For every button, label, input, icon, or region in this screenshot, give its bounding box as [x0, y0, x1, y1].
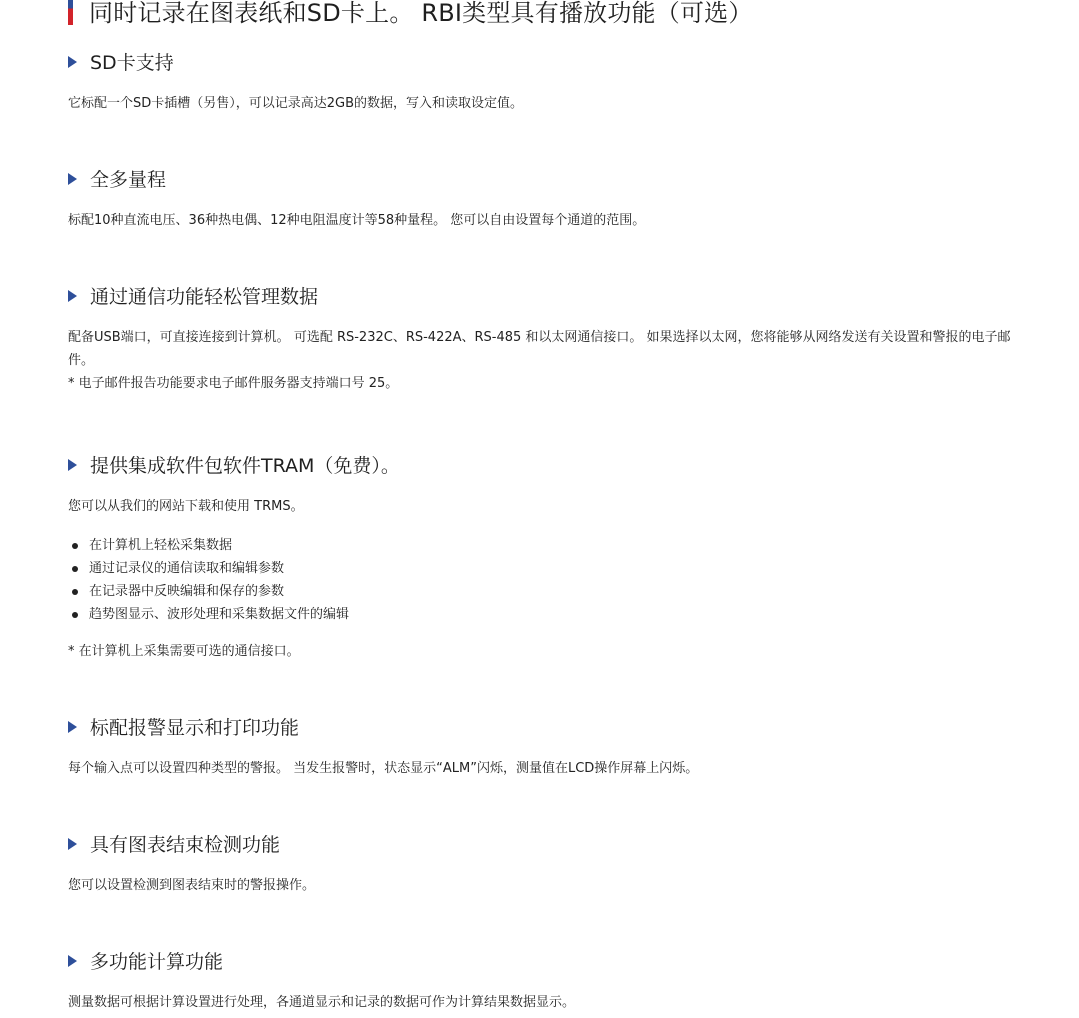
page-title: [68, 0, 753, 28]
list-item-text: 在计算机上轻松采集数据: [89, 538, 233, 553]
paragraph: 配备USB端口，可直接连接到计算机。 可选配 RS-232C、RS-422A、RS-485 和以太网通信接口。 如果选择以太网，您将能够从网络发送有关设置和警报的电子邮: [68, 330, 1011, 345]
section-heading: [68, 830, 1079, 856]
list-item-text: 趋势图显示、波形处理和采集数据文件的编辑: [89, 607, 350, 622]
section-alarm: [68, 713, 1079, 780]
section-heading-text: 具有图表结束检测功能: [90, 833, 281, 856]
section-heading-text: SD卡支持: [90, 51, 174, 74]
feature-list: [68, 534, 1079, 626]
paragraph: 件。: [68, 353, 95, 368]
paragraph: 标配10种直流电压、36种热电偶、12种电阻温度计等58种量程。 您可以自由设置每个通道的范围。: [68, 213, 646, 228]
bullet-dot-icon: [72, 589, 78, 595]
triangle-right-icon: [68, 173, 77, 185]
triangle-right-icon: [68, 838, 77, 850]
list-item: [68, 580, 1079, 603]
list-item-text: 通过记录仪的通信读取和编辑参数: [89, 561, 285, 576]
section-sd-card: [68, 48, 1079, 115]
section-heading: [68, 48, 1079, 74]
title-bar-icon: [68, 0, 73, 25]
section-chart-end: [68, 830, 1079, 897]
paragraph: 它标配一个SD卡插槽（另售），可以记录高达2GB的数据，写入和读取设定值。: [68, 96, 524, 111]
section-body: [68, 209, 1079, 232]
section-multi-range: [68, 165, 1079, 232]
section-heading: [68, 165, 1079, 191]
list-item: [68, 534, 1079, 557]
bullet-dot-icon: [72, 612, 78, 618]
triangle-right-icon: [68, 290, 77, 302]
triangle-right-icon: [68, 56, 77, 68]
section-heading: [68, 713, 1079, 739]
list-item: [68, 603, 1079, 626]
section-heading: [68, 282, 1079, 308]
section-heading-text: 多功能计算功能: [90, 950, 224, 973]
section-body: [68, 991, 1079, 1014]
list-item: [68, 557, 1079, 580]
paragraph: 测量数据可根据计算设置进行处理，各通道显示和记录的数据可作为计算结果数据显示。: [68, 995, 576, 1010]
section-heading-text: 全多量程: [90, 168, 167, 191]
footnote: * 在计算机上采集需要可选的通信接口。: [68, 644, 300, 659]
section-body: [68, 874, 1079, 897]
paragraph: 您可以从我们的网站下载和使用 TRMS。: [68, 499, 304, 514]
triangle-right-icon: [68, 955, 77, 967]
section-heading-text: 通过通信功能轻松管理数据: [90, 285, 319, 308]
section-body: [68, 92, 1079, 115]
paragraph: 您可以设置检测到图表结束时的警报操作。: [68, 878, 316, 893]
section-communication: [68, 282, 1079, 395]
section-heading: [68, 947, 1079, 973]
paragraph: 每个输入点可以设置四种类型的警报。 当发生报警时，状态显示“ALM”闪烁，测量值在LCD操作屏幕上闪烁。: [68, 761, 699, 776]
section-heading-text: 提供集成软件包软件TRAM（免费）。: [90, 454, 400, 477]
section-heading-text: 标配报警显示和打印功能: [90, 716, 300, 739]
bullet-dot-icon: [72, 543, 78, 549]
section-body: [68, 495, 1079, 663]
section-body: [68, 757, 1079, 780]
triangle-right-icon: [68, 459, 77, 471]
list-item-text: 在记录器中反映编辑和保存的参数: [89, 584, 285, 599]
paragraph: * 电子邮件报告功能要求电子邮件服务器支持端口号 25。: [68, 376, 399, 391]
page-title-text: 同时记录在图表纸和SD卡上。 RBI类型具有播放功能（可选）: [89, 0, 753, 27]
triangle-right-icon: [68, 721, 77, 733]
section-calculation: [68, 947, 1079, 1014]
section-heading: [68, 451, 1079, 477]
section-software: [68, 451, 1079, 663]
section-body: [68, 326, 1079, 395]
bullet-dot-icon: [72, 566, 78, 572]
